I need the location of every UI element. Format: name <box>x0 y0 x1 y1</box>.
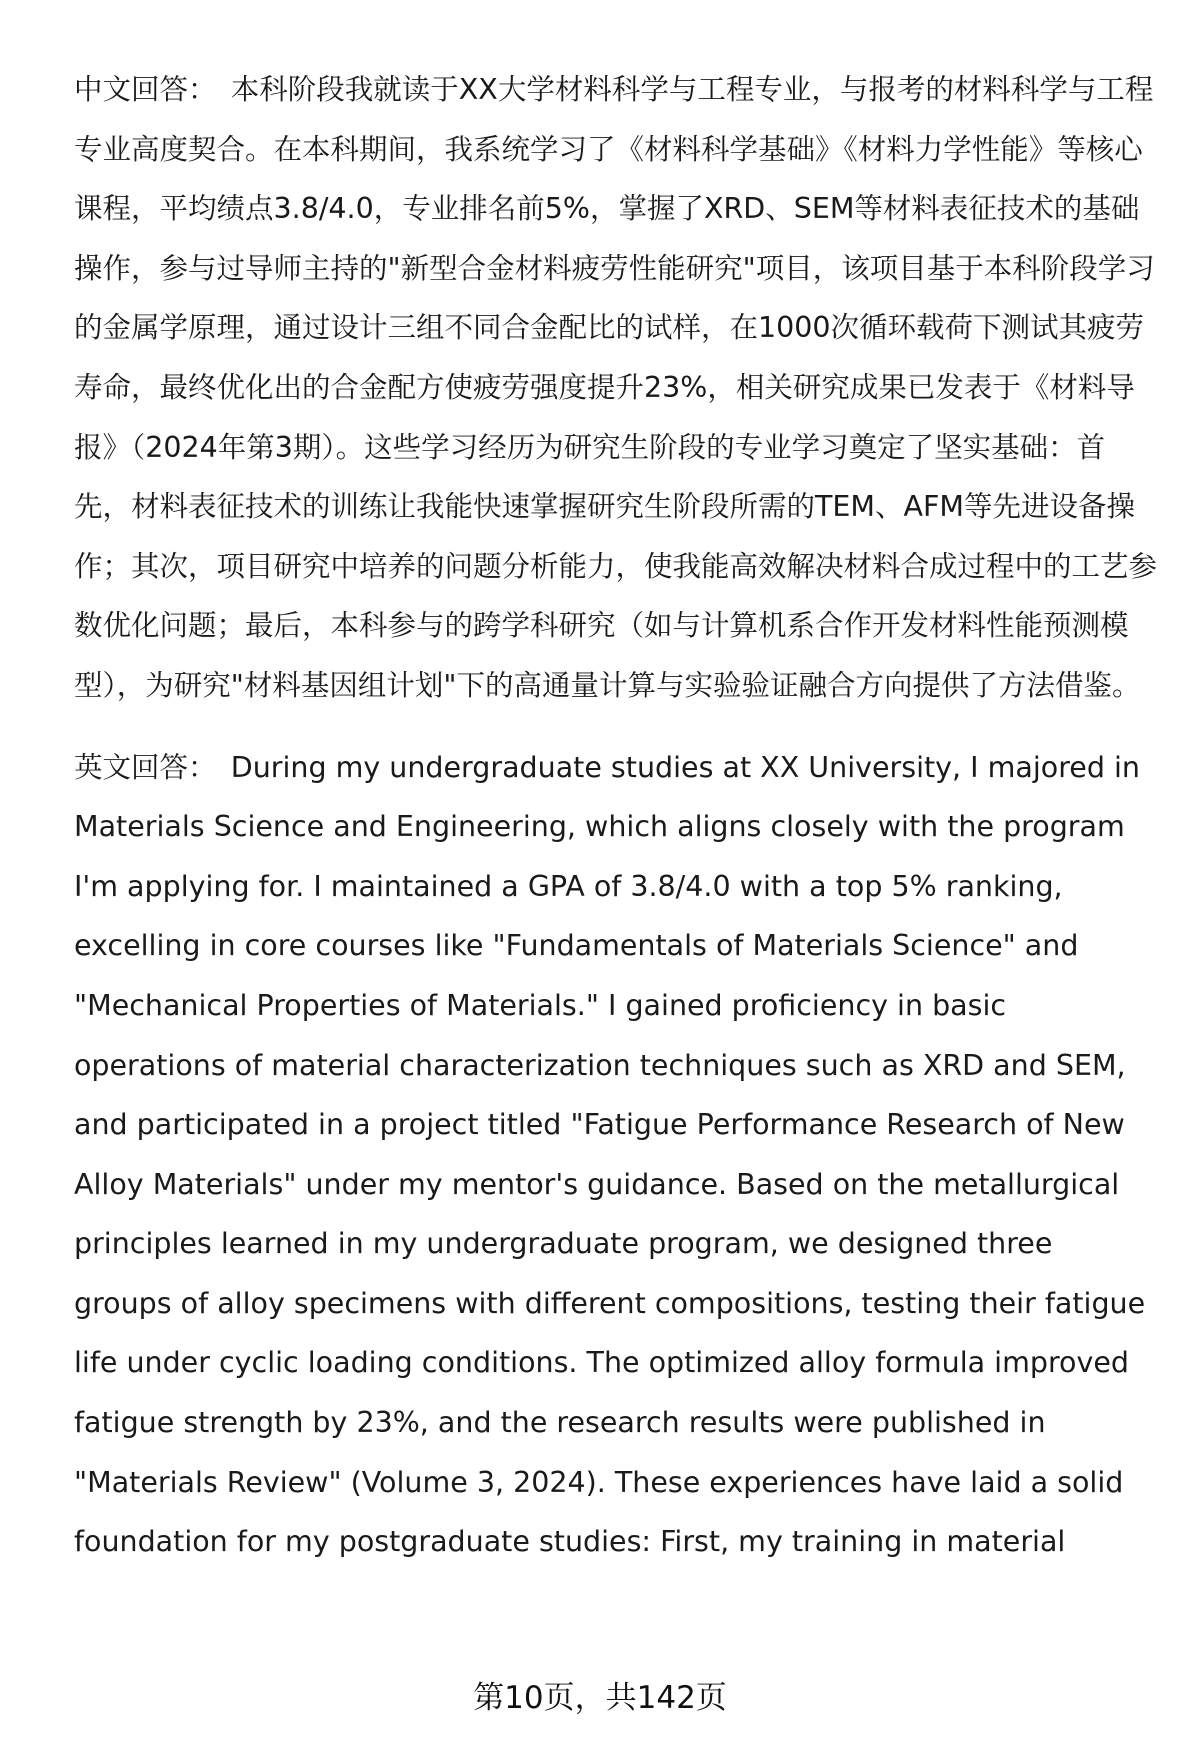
paragraph-spacer <box>74 716 1159 738</box>
english-answer-text: During my undergraduate studies at XX University, I majored in Materials Science and Engineering, which aligns closely with the program I'm applying for. I maintained a GPA of 3.8/4.0 with a top 5% ranking, excelling in core courses like "Fundamentals of Materials Science" and "Mechanical Properties of Materials." I gained proficiency in basic operations of material characterization techniques such as XRD and SEM, and participated in a project titled "Fatigue Performance Research of New Alloy Materials" under my mentor's guidance. Based on the metallurgical principles learned in my undergraduate program, we designed three groups of alloy specimens with different compositions, testing their fatigue life under cyclic loading conditions. The optimized alloy formula improved fatigue strength by 23%, and the research results were published in "Materials Review" (Volume 3, 2024). These experiences have laid a solid foundation for my postgraduate studies: First, my training in material <box>74 750 1146 1559</box>
chinese-answer-paragraph <box>74 60 1159 716</box>
english-answer-label: 英文回答： <box>74 750 217 784</box>
page-number-footer: 第10页，共142页 <box>473 1680 727 1716</box>
chinese-answer-label: 中文回答： <box>74 73 217 106</box>
document-body <box>74 60 1159 1572</box>
english-answer-paragraph <box>74 738 1159 1572</box>
chinese-answer-text: 本科阶段我就读于XX大学材料科学与工程专业，与报考的材料科学与工程专业高度契合。在本科期间，我系统学习了《材料科学基础》《材料力学性能》等核心课程，平均绩点3.8/4.0，专业排名前5%，掌握了XRD、SEM等材料表征技术的基础操作，参与过导师主持的"新型合金材料疲劳性能研究"项目，该项目基于本科阶段学习的金属学原理，通过设计三组不同合金配比的试样，在1000次循环载荷下测试其疲劳寿命，最终优化出的合金配方使疲劳强度提升23%，相关研究成果已发表于《材料导报》（2024年第3期）。这些学习经历为研究生阶段的专业学习奠定了坚实基础：首先，材料表征技术的训练让我能快速掌握研究生阶段所需的TEM、AFM等先进设备操作；其次，项目研究中培养的问题分析能力，使我能高效解决材料合成过程中的工艺参数优化问题；最后，本科参与的跨学科研究（如与计算机系合作开发材料性能预测模型），为研究"材料基因组计划"下的高通量计算与实验验证融合方向提供了方法借鉴。 <box>74 73 1158 702</box>
